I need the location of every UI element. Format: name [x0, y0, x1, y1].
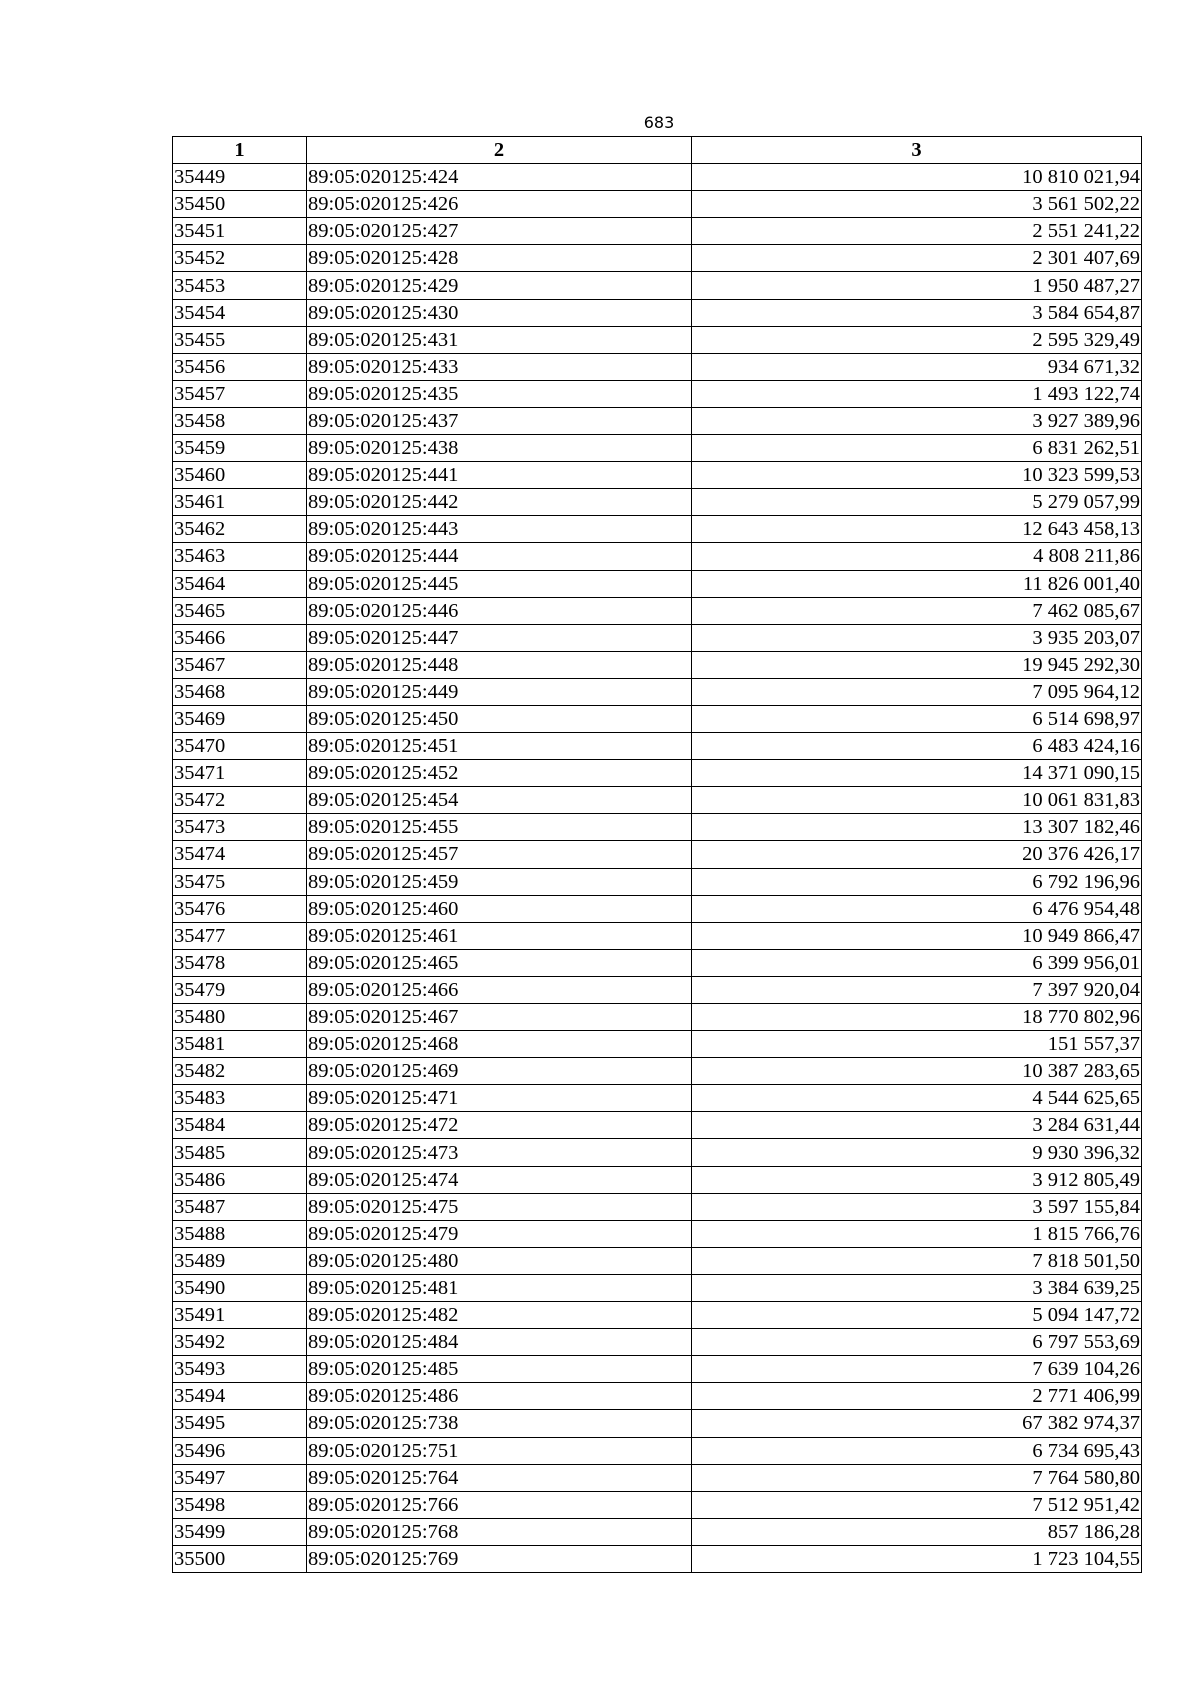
cadastral-number-cell: 89:05:020125:442 [307, 489, 692, 516]
cadastral-number-cell: 89:05:020125:751 [307, 1437, 692, 1464]
table-row [173, 1220, 1142, 1247]
value-cell: 7 462 085,67 [692, 597, 1142, 624]
value-cell: 2 771 406,99 [692, 1383, 1142, 1410]
value-cell: 3 927 389,96 [692, 407, 1142, 434]
cadastral-number-cell: 89:05:020125:447 [307, 624, 692, 651]
table-row [173, 435, 1142, 462]
cadastral-number-cell: 89:05:020125:438 [307, 435, 692, 462]
row-number-cell: 35451 [173, 218, 307, 245]
value-cell: 1 950 487,27 [692, 272, 1142, 299]
row-number-cell: 35499 [173, 1518, 307, 1545]
table-row [173, 1383, 1142, 1410]
row-number-cell: 35482 [173, 1058, 307, 1085]
table-row [173, 922, 1142, 949]
value-cell: 13 307 182,46 [692, 814, 1142, 841]
table-row [173, 787, 1142, 814]
value-cell: 7 764 580,80 [692, 1464, 1142, 1491]
column-header-1: 1 [173, 137, 307, 164]
cadastral-number-cell: 89:05:020125:475 [307, 1193, 692, 1220]
row-number-cell: 35463 [173, 543, 307, 570]
table-row [173, 705, 1142, 732]
table-row [173, 1085, 1142, 1112]
row-number-cell: 35478 [173, 949, 307, 976]
cadastral-number-cell: 89:05:020125:455 [307, 814, 692, 841]
value-cell: 6 831 262,51 [692, 435, 1142, 462]
table-row [173, 760, 1142, 787]
cadastral-number-cell: 89:05:020125:437 [307, 407, 692, 434]
value-cell: 3 284 631,44 [692, 1112, 1142, 1139]
value-cell: 934 671,32 [692, 353, 1142, 380]
value-cell: 4 544 625,65 [692, 1085, 1142, 1112]
cadastral-number-cell: 89:05:020125:441 [307, 462, 692, 489]
cadastral-number-cell: 89:05:020125:450 [307, 705, 692, 732]
table-row [173, 1112, 1142, 1139]
row-number-cell: 35459 [173, 435, 307, 462]
row-number-cell: 35485 [173, 1139, 307, 1166]
row-number-cell: 35469 [173, 705, 307, 732]
table-row [173, 489, 1142, 516]
value-cell: 67 382 974,37 [692, 1410, 1142, 1437]
table-row [173, 1247, 1142, 1274]
row-number-cell: 35486 [173, 1166, 307, 1193]
table-row [173, 1058, 1142, 1085]
value-cell: 857 186,28 [692, 1518, 1142, 1545]
table-row [173, 543, 1142, 570]
table-row [173, 814, 1142, 841]
table-row [173, 1193, 1142, 1220]
cadastral-number-cell: 89:05:020125:466 [307, 976, 692, 1003]
cadastral-number-cell: 89:05:020125:454 [307, 787, 692, 814]
value-cell: 3 384 639,25 [692, 1274, 1142, 1301]
table-body [173, 164, 1142, 1573]
table-row [173, 976, 1142, 1003]
cadastral-number-cell: 89:05:020125:461 [307, 922, 692, 949]
value-cell: 6 734 695,43 [692, 1437, 1142, 1464]
value-cell: 10 949 866,47 [692, 922, 1142, 949]
table-row [173, 1437, 1142, 1464]
cadastral-number-cell: 89:05:020125:452 [307, 760, 692, 787]
row-number-cell: 35476 [173, 895, 307, 922]
row-number-cell: 35450 [173, 191, 307, 218]
row-number-cell: 35496 [173, 1437, 307, 1464]
table-header-row [173, 137, 1142, 164]
table-row [173, 191, 1142, 218]
cadastral-number-cell: 89:05:020125:465 [307, 949, 692, 976]
cadastral-number-cell: 89:05:020125:451 [307, 733, 692, 760]
row-number-cell: 35480 [173, 1004, 307, 1031]
table-row [173, 1166, 1142, 1193]
row-number-cell: 35453 [173, 272, 307, 299]
cadastral-number-cell: 89:05:020125:473 [307, 1139, 692, 1166]
value-cell: 2 595 329,49 [692, 326, 1142, 353]
value-cell: 1 723 104,55 [692, 1545, 1142, 1572]
table-row [173, 1410, 1142, 1437]
table-row [173, 516, 1142, 543]
row-number-cell: 35468 [173, 678, 307, 705]
table-row [173, 1139, 1142, 1166]
row-number-cell: 35490 [173, 1274, 307, 1301]
table-row [173, 651, 1142, 678]
table-row [173, 895, 1142, 922]
value-cell: 6 399 956,01 [692, 949, 1142, 976]
value-cell: 7 818 501,50 [692, 1247, 1142, 1274]
row-number-cell: 35477 [173, 922, 307, 949]
table-row [173, 164, 1142, 191]
row-number-cell: 35483 [173, 1085, 307, 1112]
row-number-cell: 35471 [173, 760, 307, 787]
value-cell: 7 639 104,26 [692, 1356, 1142, 1383]
row-number-cell: 35460 [173, 462, 307, 489]
row-number-cell: 35489 [173, 1247, 307, 1274]
page-number: 683 [643, 113, 675, 132]
cadastral-number-cell: 89:05:020125:427 [307, 218, 692, 245]
value-cell: 20 376 426,17 [692, 841, 1142, 868]
table-row [173, 1004, 1142, 1031]
value-cell: 10 061 831,83 [692, 787, 1142, 814]
column-header-3: 3 [692, 137, 1142, 164]
value-cell: 10 387 283,65 [692, 1058, 1142, 1085]
cadastral-number-cell: 89:05:020125:430 [307, 299, 692, 326]
row-number-cell: 35454 [173, 299, 307, 326]
cadastral-number-cell: 89:05:020125:768 [307, 1518, 692, 1545]
value-cell: 10 323 599,53 [692, 462, 1142, 489]
table-row [173, 272, 1142, 299]
row-number-cell: 35472 [173, 787, 307, 814]
table-row [173, 1545, 1142, 1572]
row-number-cell: 35473 [173, 814, 307, 841]
registry-table [172, 136, 1142, 1573]
table-row [173, 1464, 1142, 1491]
row-number-cell: 35479 [173, 976, 307, 1003]
column-header-2: 2 [307, 137, 692, 164]
row-number-cell: 35456 [173, 353, 307, 380]
row-number-cell: 35475 [173, 868, 307, 895]
value-cell: 19 945 292,30 [692, 651, 1142, 678]
cadastral-number-cell: 89:05:020125:449 [307, 678, 692, 705]
row-number-cell: 35462 [173, 516, 307, 543]
value-cell: 2 301 407,69 [692, 245, 1142, 272]
table-row [173, 733, 1142, 760]
table-row [173, 597, 1142, 624]
cadastral-number-cell: 89:05:020125:481 [307, 1274, 692, 1301]
row-number-cell: 35470 [173, 733, 307, 760]
cadastral-number-cell: 89:05:020125:766 [307, 1491, 692, 1518]
cadastral-number-cell: 89:05:020125:769 [307, 1545, 692, 1572]
row-number-cell: 35464 [173, 570, 307, 597]
cadastral-number-cell: 89:05:020125:484 [307, 1329, 692, 1356]
value-cell: 7 512 951,42 [692, 1491, 1142, 1518]
cadastral-number-cell: 89:05:020125:482 [307, 1302, 692, 1329]
table-row [173, 868, 1142, 895]
row-number-cell: 35495 [173, 1410, 307, 1437]
cadastral-number-cell: 89:05:020125:429 [307, 272, 692, 299]
cadastral-number-cell: 89:05:020125:433 [307, 353, 692, 380]
row-number-cell: 35449 [173, 164, 307, 191]
cadastral-number-cell: 89:05:020125:486 [307, 1383, 692, 1410]
table-row [173, 353, 1142, 380]
row-number-cell: 35488 [173, 1220, 307, 1247]
value-cell: 151 557,37 [692, 1031, 1142, 1058]
value-cell: 7 095 964,12 [692, 678, 1142, 705]
value-cell: 6 476 954,48 [692, 895, 1142, 922]
row-number-cell: 35492 [173, 1329, 307, 1356]
row-number-cell: 35487 [173, 1193, 307, 1220]
cadastral-number-cell: 89:05:020125:485 [307, 1356, 692, 1383]
table-row [173, 1518, 1142, 1545]
row-number-cell: 35457 [173, 380, 307, 407]
row-number-cell: 35493 [173, 1356, 307, 1383]
cadastral-number-cell: 89:05:020125:467 [307, 1004, 692, 1031]
row-number-cell: 35494 [173, 1383, 307, 1410]
cadastral-number-cell: 89:05:020125:468 [307, 1031, 692, 1058]
table-row [173, 462, 1142, 489]
row-number-cell: 35481 [173, 1031, 307, 1058]
value-cell: 18 770 802,96 [692, 1004, 1142, 1031]
cadastral-number-cell: 89:05:020125:474 [307, 1166, 692, 1193]
table-row [173, 949, 1142, 976]
value-cell: 14 371 090,15 [692, 760, 1142, 787]
value-cell: 5 279 057,99 [692, 489, 1142, 516]
row-number-cell: 35452 [173, 245, 307, 272]
table-row [173, 678, 1142, 705]
row-number-cell: 35484 [173, 1112, 307, 1139]
cadastral-number-cell: 89:05:020125:445 [307, 570, 692, 597]
value-cell: 9 930 396,32 [692, 1139, 1142, 1166]
value-cell: 5 094 147,72 [692, 1302, 1142, 1329]
cadastral-number-cell: 89:05:020125:444 [307, 543, 692, 570]
row-number-cell: 35497 [173, 1464, 307, 1491]
cadastral-number-cell: 89:05:020125:479 [307, 1220, 692, 1247]
row-number-cell: 35455 [173, 326, 307, 353]
row-number-cell: 35500 [173, 1545, 307, 1572]
value-cell: 3 597 155,84 [692, 1193, 1142, 1220]
cadastral-number-cell: 89:05:020125:431 [307, 326, 692, 353]
table-row [173, 326, 1142, 353]
value-cell: 2 551 241,22 [692, 218, 1142, 245]
cadastral-number-cell: 89:05:020125:459 [307, 868, 692, 895]
row-number-cell: 35458 [173, 407, 307, 434]
row-number-cell: 35465 [173, 597, 307, 624]
table-row [173, 1031, 1142, 1058]
table-row [173, 1329, 1142, 1356]
row-number-cell: 35461 [173, 489, 307, 516]
value-cell: 12 643 458,13 [692, 516, 1142, 543]
value-cell: 10 810 021,94 [692, 164, 1142, 191]
value-cell: 6 514 698,97 [692, 705, 1142, 732]
value-cell: 4 808 211,86 [692, 543, 1142, 570]
cadastral-number-cell: 89:05:020125:435 [307, 380, 692, 407]
cadastral-number-cell: 89:05:020125:469 [307, 1058, 692, 1085]
table-row [173, 299, 1142, 326]
table-row [173, 624, 1142, 651]
value-cell: 6 792 196,96 [692, 868, 1142, 895]
table-row [173, 380, 1142, 407]
row-number-cell: 35498 [173, 1491, 307, 1518]
row-number-cell: 35491 [173, 1302, 307, 1329]
cadastral-number-cell: 89:05:020125:446 [307, 597, 692, 624]
cadastral-number-cell: 89:05:020125:443 [307, 516, 692, 543]
value-cell: 6 483 424,16 [692, 733, 1142, 760]
value-cell: 7 397 920,04 [692, 976, 1142, 1003]
table-row [173, 841, 1142, 868]
cadastral-number-cell: 89:05:020125:471 [307, 1085, 692, 1112]
value-cell: 1 815 766,76 [692, 1220, 1142, 1247]
table-row [173, 1274, 1142, 1301]
cadastral-number-cell: 89:05:020125:472 [307, 1112, 692, 1139]
value-cell: 3 584 654,87 [692, 299, 1142, 326]
row-number-cell: 35466 [173, 624, 307, 651]
cadastral-number-cell: 89:05:020125:448 [307, 651, 692, 678]
table-row [173, 1491, 1142, 1518]
table-row [173, 407, 1142, 434]
cadastral-number-cell: 89:05:020125:428 [307, 245, 692, 272]
cadastral-number-cell: 89:05:020125:424 [307, 164, 692, 191]
cadastral-number-cell: 89:05:020125:480 [307, 1247, 692, 1274]
table-row [173, 218, 1142, 245]
table-row [173, 1302, 1142, 1329]
value-cell: 3 561 502,22 [692, 191, 1142, 218]
value-cell: 11 826 001,40 [692, 570, 1142, 597]
table-row [173, 1356, 1142, 1383]
value-cell: 3 935 203,07 [692, 624, 1142, 651]
cadastral-number-cell: 89:05:020125:738 [307, 1410, 692, 1437]
cadastral-number-cell: 89:05:020125:457 [307, 841, 692, 868]
table-row [173, 570, 1142, 597]
cadastral-number-cell: 89:05:020125:460 [307, 895, 692, 922]
value-cell: 6 797 553,69 [692, 1329, 1142, 1356]
cadastral-number-cell: 89:05:020125:764 [307, 1464, 692, 1491]
cadastral-number-cell: 89:05:020125:426 [307, 191, 692, 218]
row-number-cell: 35474 [173, 841, 307, 868]
table-row [173, 245, 1142, 272]
value-cell: 1 493 122,74 [692, 380, 1142, 407]
value-cell: 3 912 805,49 [692, 1166, 1142, 1193]
row-number-cell: 35467 [173, 651, 307, 678]
